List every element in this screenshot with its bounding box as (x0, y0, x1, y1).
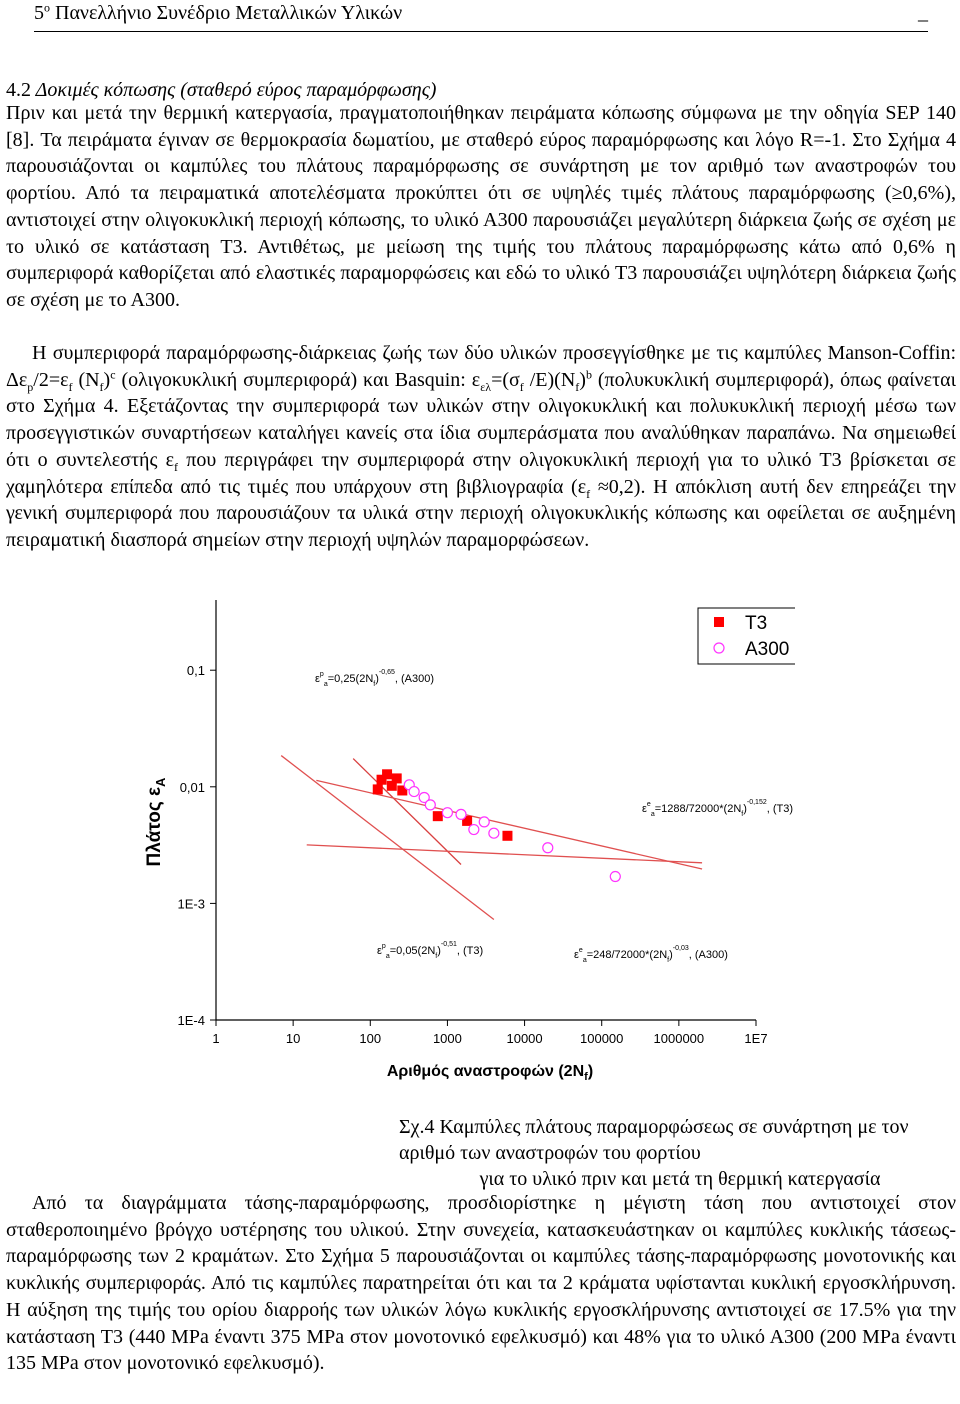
paragraph-text: /2=ε (33, 368, 69, 391)
x-tick-label: 1 (212, 1031, 220, 1046)
header-trailing-mark: _ (918, 2, 928, 24)
y-tick-label: 1E-4 (177, 1013, 205, 1028)
paragraph-text: /E)(N (523, 368, 576, 391)
paragraph-text: =(σ (491, 368, 520, 391)
paragraph-text: (N (72, 368, 100, 391)
data-point-a300 (456, 809, 466, 819)
conference-number: 5 (34, 2, 44, 24)
fatigue-chart (115, 600, 795, 1090)
data-point-a300 (610, 872, 620, 882)
subscript: f (99, 379, 104, 394)
paragraph-text: ) (579, 368, 586, 391)
data-point-a300 (479, 817, 489, 827)
conference-number-superscript: ο (44, 0, 50, 15)
subscript: f (575, 379, 580, 394)
paragraph-fatigue-tests (6, 100, 956, 314)
data-point-t3 (392, 773, 402, 783)
data-point-a300 (442, 808, 452, 818)
paragraph-text: Πριν και μετά την θερμική κατεργασία, πραγματοποιήθηκαν πειράματα κόπωσης σύμφωνα με την οδηγία SEP 140 [8]. Τα πειράματα έγιναν σε θερμοκρασία δωματίου, με σταθερό εύρος παραμόρφωσης και λόγο R=-1. Στο Σχήμα 4 παρουσιάζονται οι καμπύλες του πλάτους παραμόρφωσης σε συνάρτηση με τον αριθμό των αναστροφών του φορτίου. Από τα πειραματικά αποτελέσματα προκύπτει ότι σε υψηλές τιμές πλάτους παραμόρφωσης ( (6, 102, 956, 205)
legend-marker-t3 (714, 617, 724, 627)
fit-equation-2: $\varepsilon^p_a=0,05(2N_f)^{-0,51}$, (T3) (377, 941, 484, 960)
x-tick-label: 10000 (506, 1031, 543, 1046)
conference-title: Πανελλήνιο Συνέδριο Μεταλλικών Υλικών (50, 2, 403, 24)
subscript: ελ (480, 379, 492, 394)
figure-caption (400, 1114, 960, 1192)
paragraph-text: Από τα διαγράμματα τάσης-παραμόρφωσης, προσδιορίστηκε η μέγιστη τάση που αντιστοιχεί στον σταθεροποιημένο βρόγχο υστέρησης του υλικού. Στην συνεχεία, κατασκευάστηκαν οι καμπύλες κυκλικής τάσεως-παραμόρφωσης των 2 κραμάτων. Στο Σχήμα 5 παρουσιάζονται οι καμπύλες τάσης-παραμόρφωσης μονοτονικής και κυκλικής συμπεριφοράς. Από τις καμπύλες παρατηρείται ότι και τα 2 κράματα υφίστανται κυκλική εργοσκλήρυνση. Η αύξηση της τιμής του ορίου διαρροής των υλικών λόγω κυκλικής εργοσκλήρυνσης αντιστοιχεί σε 17.5% για την κατάσταση Τ3 (440 MPa έναντι 375 MPa στον μονοτονικό εφελκυσμό) και 48% για το υλικό Α300 (200 MPa έναντι 135 MPa στον μονοτονικό εφελκυσμό). (6, 1192, 956, 1375)
data-point-t3 (433, 811, 443, 821)
fit-equation-0: $\varepsilon^p_a=0,25(2N_f)^{-0,65}$, (A300) (315, 669, 435, 688)
x-tick-label: 1E7 (744, 1031, 768, 1046)
greater-equal-symbol: ≥ (891, 182, 903, 205)
x-tick-label: 10 (285, 1031, 301, 1046)
data-point-t3 (382, 769, 392, 779)
legend-label-t3: T3 (745, 613, 768, 634)
data-point-a300 (489, 828, 499, 838)
section-title: Δοκιμές κόπωσης (σταθερό εύρος παραμόρφωσης) (31, 79, 437, 101)
chart-axes (178, 600, 768, 1046)
fit-equation-1: $\varepsilon^e_a=1288/72000*(2N_f)^{-0,152}$, (T3) (642, 799, 794, 818)
legend-marker-a300 (714, 643, 724, 653)
section-number: 4.2 (6, 79, 31, 101)
x-tick-label: 1000000 (653, 1031, 705, 1046)
data-point-t3 (502, 831, 512, 841)
y-axis-title: Πλάτος $\varepsilon_A$ (144, 777, 168, 867)
subscript: f (68, 379, 73, 394)
data-point-a300 (469, 825, 479, 835)
subscript: p (27, 379, 34, 394)
data-point-a300 (543, 843, 553, 853)
x-tick-label: 1000 (432, 1031, 462, 1046)
caption-line-1: Σχ.4 Καμπύλες πλάτους παραμορφώσεως σε συνάρτηση με τον αριθμό των αναστροφών του φορτίου (399, 1116, 909, 1164)
caption-line-2: για το υλικό πριν και μετά τη θερμική κατεργασία (479, 1168, 881, 1190)
paragraph-cyclic-stress-strain (6, 1190, 956, 1377)
paragraph-text: Η συμπεριφορά παραμόρφωσης-διάρκειας ζωής των δύο υλικών προσεγγίσθηκε με τις καμπύλες Manson-Coffin: Δε (6, 342, 956, 391)
subscript: f (586, 486, 591, 501)
page-header (34, 0, 928, 32)
x-tick-label: 100 (359, 1031, 382, 1046)
data-point-t3 (373, 784, 383, 794)
y-tick-label: 0,1 (186, 663, 205, 679)
subscript: f (174, 459, 179, 474)
superscript: c (110, 367, 116, 382)
data-point-a300 (425, 800, 435, 810)
data-point-a300 (409, 787, 419, 797)
x-axis-title: Αριθμός αναστροφών $(2N_f)$ (386, 1063, 594, 1083)
y-tick-label: 1E-3 (177, 896, 205, 912)
paragraph-text: ) (103, 368, 111, 391)
paragraph-manson-coffin (6, 340, 956, 554)
paragraph-text: (ολιγοκυκλική συμπεριφορά) και Basquin: ε (115, 368, 481, 391)
paragraph-text: ≈0,2). Η απόκλιση αυτή δεν επηρεάζει την γενική συμπεριφορά που παρουσιάζουν τα υλικά στην περιοχή ολιγοκυκλικής κόπωσης και οφείλεται σε αυξημένη πειραματική διασπορά σημείων στην περιοχή υψηλών παραμορφώσεων. (6, 475, 956, 551)
subscript: f (519, 379, 524, 394)
fit-line-3 (307, 845, 702, 863)
chart-legend (698, 608, 795, 664)
fit-annotations (315, 669, 793, 964)
fit-equation-3: $\varepsilon^e_a=248/72000*(2N_f)^{-0,03}$, (A300) (574, 945, 728, 964)
x-tick-label: 100000 (580, 1031, 624, 1046)
paragraph-text: 0,6%), αντιστοιχεί στην ολιγοκυκλική περιοχή κόπωσης, το υλικό Α300 παρουσιάζει μεγαλύτερη διάρκεια ζωής σε σχέση με το υλικό σε κατάσταση Τ3. Αντιθέτως, με μείωση της τιμής του πλάτους παραμόρφωσης κάτω από 0,6% η συμπεριφορά καθορίζεται από ελαστικές παραμορφώσεις και εδώ το υλικό Τ3 παρουσιάζει υψηλότερη διάρκεια ζωής σε σχέση με το Α300. (6, 182, 956, 311)
paragraph-text: που περιγράφει την συμπεριφορά στην ολιγοκυκλική περιοχή για το υλικό Τ3 βρίσκεται σε χαμηλότερα επίπεδα από τις τιμές που υπάρχουν στη βιβλιογραφία (ε (6, 448, 957, 498)
fit-line-2 (281, 756, 494, 920)
superscript: b (585, 367, 592, 382)
data-points (373, 769, 621, 881)
legend-label-a300: A300 (745, 639, 790, 660)
paragraph-text: (πολυκυκλική συμπεριφορά), όπως φαίνεται στο Σχήμα 4. Εξετάζοντας την συμπεριφορά των υλικών στην ολιγοκυκλική και πολυκυκλική περιοχή μέσω των προσεγγιστικών συναρτήσεων καταλήγει κανείς στα ίδια συμπεράσματα που αναλύθηκαν παραπάνω. Να σημειωθεί ότι ο συντελεστής ε (6, 368, 956, 471)
y-tick-label: 0,01 (179, 779, 205, 795)
